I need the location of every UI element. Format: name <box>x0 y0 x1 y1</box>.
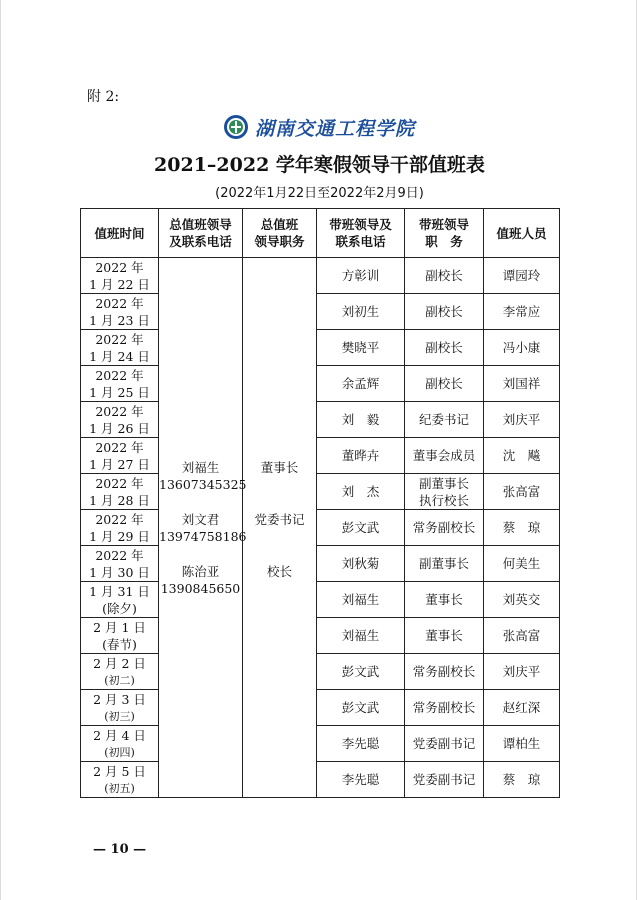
date-day: 1 月 30 日 <box>89 564 150 580</box>
date-cell <box>81 438 159 474</box>
date-holiday: (初二) <box>104 673 135 687</box>
header-chief-line2: 及联系电话 <box>169 234 232 249</box>
header-date <box>81 209 159 258</box>
staff-cell: 谭柏生 <box>484 726 560 762</box>
header-staff <box>484 209 560 258</box>
table-row <box>81 546 560 582</box>
header-date-label: 值班时间 <box>94 225 145 241</box>
lead-title-cell: 董事长 <box>405 618 484 654</box>
staff-cell: 蔡 琼 <box>484 510 560 546</box>
lead-title-cell: 副董事长 <box>405 546 484 582</box>
chief-leaders-cell <box>159 258 247 798</box>
school-emblem-icon <box>223 114 249 140</box>
table-row <box>81 618 560 654</box>
lead-title-cell: 副校长 <box>405 330 484 366</box>
date-year: 2022 年 <box>95 331 144 347</box>
date-day: 1 月 24 日 <box>89 348 150 364</box>
header-chief-line1: 总值班领导 <box>169 217 232 232</box>
lead-cell: 彭文武 <box>317 690 405 726</box>
date-year: 2022 年 <box>95 259 144 275</box>
header-lead <box>317 209 405 258</box>
table-row <box>81 726 560 762</box>
date-day: 1 月 23 日 <box>89 312 150 328</box>
lead-title-cell: 副校长 <box>405 294 484 330</box>
staff-cell: 赵红深 <box>484 690 560 726</box>
date-cell <box>81 258 159 294</box>
date-holiday: (初四) <box>104 745 135 759</box>
chief-leader-phone: 13607345325 <box>159 476 247 492</box>
date-day: 1 月 29 日 <box>89 528 150 544</box>
chief-leader-name: 刘文君 <box>181 511 220 527</box>
date-day: 1 月 22 日 <box>89 276 150 292</box>
chief-leader-title: 董事长 <box>260 459 299 475</box>
page-number: — 10 — <box>93 842 147 857</box>
date-cell <box>81 762 159 798</box>
table-row <box>81 474 560 510</box>
date-day: 1 月 26 日 <box>89 420 150 436</box>
date-cell <box>81 726 159 762</box>
lead-title-cell: 党委副书记 <box>405 726 484 762</box>
staff-cell: 李常应 <box>484 294 560 330</box>
header-lead-title-line1: 带班领导 <box>418 217 469 232</box>
date-holiday: (春节) <box>102 636 137 652</box>
date-day: 2 月 5 日 <box>93 763 146 779</box>
date-year: 2022 年 <box>95 547 144 563</box>
table-row <box>81 402 560 438</box>
lead-title-cell: 副校长 <box>405 366 484 402</box>
duty-schedule-table <box>80 208 560 798</box>
date-day: 2 月 1 日 <box>93 619 146 635</box>
lead-cell: 李先聪 <box>317 726 405 762</box>
staff-cell: 蔡 琼 <box>484 762 560 798</box>
header-chief-title <box>243 209 317 258</box>
table-row <box>81 258 560 294</box>
date-day: 1 月 25 日 <box>89 384 150 400</box>
attachment-label: 附 2: <box>87 89 120 105</box>
header-chief-title-line2: 领导职务 <box>254 234 305 249</box>
table-header-row <box>81 209 560 258</box>
date-holiday: (初三) <box>104 709 135 723</box>
date-cell <box>81 366 159 402</box>
lead-cell: 方彰训 <box>317 258 405 294</box>
date-cell <box>81 582 159 618</box>
chief-leader-phone: 13974758186 <box>159 528 247 544</box>
lead-cell: 刘福生 <box>317 618 405 654</box>
lead-cell: 刘福生 <box>317 582 405 618</box>
lead-cell: 刘初生 <box>317 294 405 330</box>
date-year: 2022 年 <box>95 511 144 527</box>
date-day: 1 月 27 日 <box>89 456 150 472</box>
school-logo <box>223 112 415 142</box>
date-cell <box>81 402 159 438</box>
date-cell <box>81 474 159 510</box>
date-day: 1 月 28 日 <box>89 492 150 508</box>
lead-title-cell: 纪委书记 <box>405 402 484 438</box>
date-holiday: (除夕) <box>102 600 137 616</box>
table-row <box>81 582 560 618</box>
lead-cell: 李先聪 <box>317 762 405 798</box>
lead-cell: 彭文武 <box>317 654 405 690</box>
lead-cell: 彭文武 <box>317 510 405 546</box>
date-year: 2022 年 <box>95 403 144 419</box>
staff-cell: 张高富 <box>484 474 560 510</box>
staff-cell: 冯小康 <box>484 330 560 366</box>
header-chief-title-line1: 总值班 <box>260 217 299 232</box>
table-row <box>81 330 560 366</box>
date-cell <box>81 690 159 726</box>
lead-title-line1: 副董事长 <box>418 475 469 491</box>
staff-cell: 谭园玲 <box>484 258 560 294</box>
date-year: 2022 年 <box>95 367 144 383</box>
date-range-subtitle: (2022年1月22日至2022年2月9日) <box>215 186 424 201</box>
date-year: 2022 年 <box>95 295 144 311</box>
staff-cell: 张高富 <box>484 618 560 654</box>
table-row <box>81 654 560 690</box>
staff-cell: 刘庆平 <box>484 402 560 438</box>
date-cell <box>81 330 159 366</box>
document-title: 2021–2022 学年寒假领导干部值班表 <box>154 154 485 176</box>
date-year: 2022 年 <box>95 475 144 491</box>
lead-cell: 樊晓平 <box>317 330 405 366</box>
date-cell <box>81 510 159 546</box>
date-cell <box>81 654 159 690</box>
school-name-logo: 湖南交通工程学院 <box>255 117 416 140</box>
table-row <box>81 294 560 330</box>
lead-title-cell: 党委副书记 <box>405 762 484 798</box>
chief-leader-name: 陈治亚 <box>181 563 220 579</box>
lead-title-cell: 董事长 <box>405 582 484 618</box>
date-cell <box>81 618 159 654</box>
chief-leader-name: 刘福生 <box>181 459 220 475</box>
date-day: 1 月 31 日 <box>89 583 150 599</box>
date-cell <box>81 294 159 330</box>
table-row <box>81 366 560 402</box>
date-year: 2022 年 <box>95 439 144 455</box>
staff-cell: 刘国祥 <box>484 366 560 402</box>
lead-title-cell: 董事会成员 <box>405 438 484 474</box>
staff-cell: 刘庆平 <box>484 654 560 690</box>
staff-cell: 何美生 <box>484 546 560 582</box>
lead-title-cell: 副校长 <box>405 258 484 294</box>
header-lead-line2: 联系电话 <box>335 234 386 249</box>
lead-cell: 刘秋菊 <box>317 546 405 582</box>
lead-title-cell: 常务副校长 <box>405 654 484 690</box>
date-day: 2 月 2 日 <box>93 655 146 671</box>
table-row <box>81 690 560 726</box>
chief-leader-title: 校长 <box>266 563 292 579</box>
lead-title-line2: 执行校长 <box>418 492 469 508</box>
header-chief-leader <box>159 209 243 258</box>
header-staff-label: 值班人员 <box>496 225 547 241</box>
staff-cell: 沈 飚 <box>484 438 560 474</box>
chief-leader-phone: 1390845650 <box>160 580 241 596</box>
lead-cell: 刘 毅 <box>317 402 405 438</box>
chief-leader-title: 党委书记 <box>254 511 305 527</box>
chief-titles-cell <box>243 258 317 798</box>
lead-cell: 余孟辉 <box>317 366 405 402</box>
date-holiday: (初五) <box>104 781 135 795</box>
staff-cell: 刘英交 <box>484 582 560 618</box>
header-lead-title-line2: 职 务 <box>425 234 463 249</box>
header-lead-title <box>405 209 484 258</box>
lead-title-cell: 常务副校长 <box>405 690 484 726</box>
table-row <box>81 762 560 798</box>
header-lead-line1: 带班领导及 <box>329 217 392 232</box>
table-row <box>81 510 560 546</box>
date-day: 2 月 3 日 <box>93 691 146 707</box>
table-row <box>81 438 560 474</box>
lead-cell: 刘 杰 <box>317 474 405 510</box>
lead-title-cell <box>405 474 484 510</box>
date-cell <box>81 546 159 582</box>
date-day: 2 月 4 日 <box>93 727 146 743</box>
lead-cell: 董晔卉 <box>317 438 405 474</box>
lead-title-cell: 常务副校长 <box>405 510 484 546</box>
